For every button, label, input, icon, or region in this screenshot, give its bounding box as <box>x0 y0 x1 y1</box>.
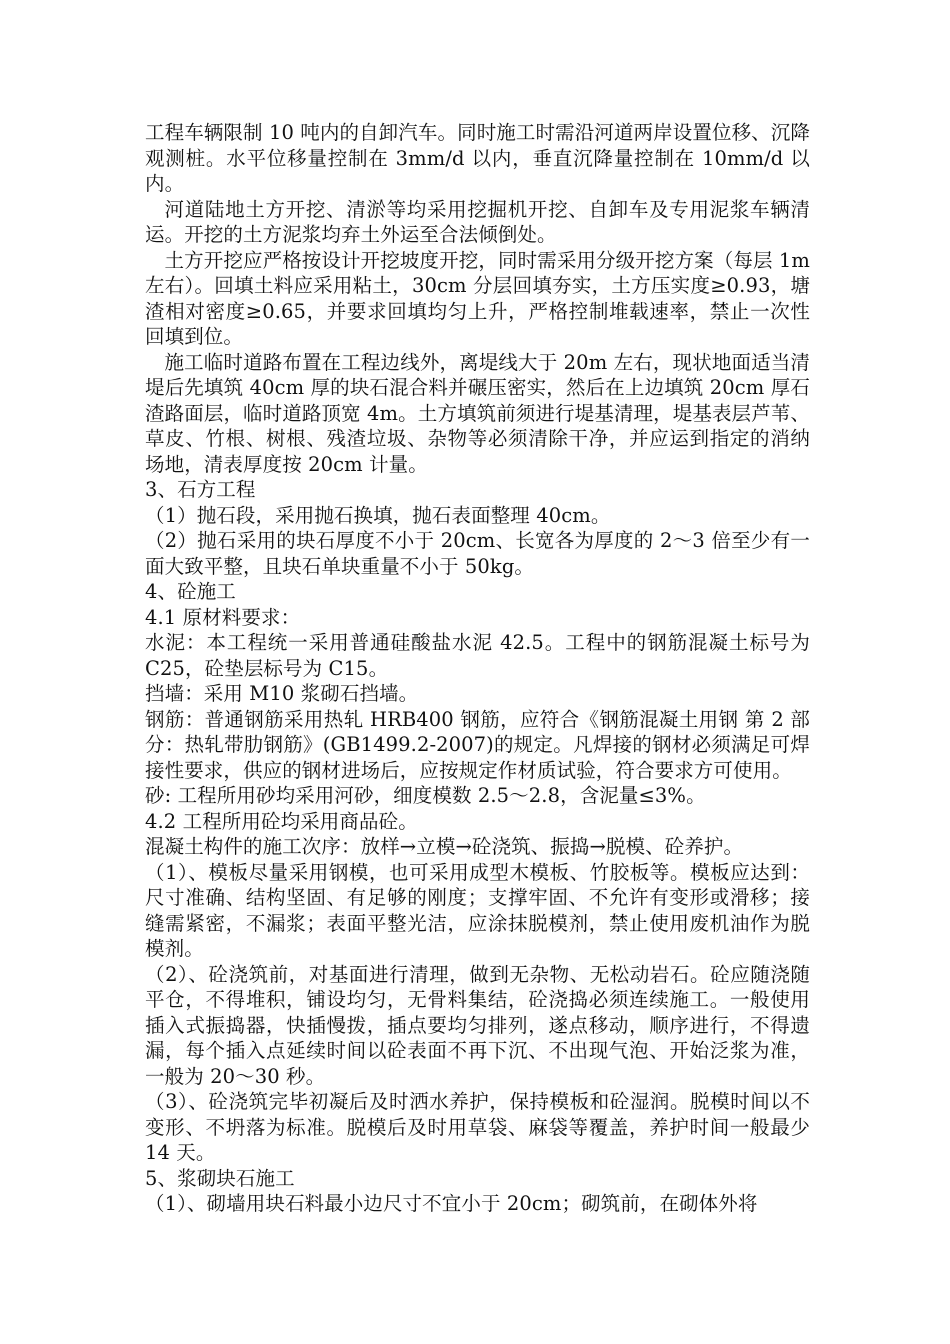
paragraph-riprap-section: （1）抛石段，采用抛石换填，抛石表面整理 40cm。 <box>145 503 611 527</box>
paragraph-masonry-stone: （1）、砌墙用块石料最小边尺寸不宜小于 20cm；砌筑前，在砌体外将 <box>145 1192 758 1215</box>
paragraph-sand: 砂: 工程所用砂均采用河砂，细度模数 2.5～2.8，含泥量≤3%。 <box>145 784 706 807</box>
heading-stone-works: 3、石方工程 <box>145 478 256 501</box>
document-body <box>145 120 810 1217</box>
paragraph-rebar: 钢筋：普通钢筋采用热轧 HRB400 钢筋，应符合《钢筋混凝土用钢 第 2 部分：热轧带肋钢筋》(GB1499.2-2007)的规定。凡焊接的钢材必须满足可焊接性要求，供应的钢材进场后，应按规定作材质试验，符合要求方可使用。 <box>145 707 810 782</box>
paragraph-earth-excavation: 河道陆地土方开挖、清淤等均采用挖掘机开挖、自卸车及专用泥浆车辆清运。开挖的土方泥浆均弃土外运至合法倾倒处。 <box>145 197 810 246</box>
paragraph-construction-sequence: 混凝土构件的施工次序：放样→立模→砼浇筑、振捣→脱模、砼养护。 <box>145 835 744 858</box>
paragraph-retaining-wall: 挡墙：采用 M10 浆砌石挡墙。 <box>145 682 419 705</box>
heading-commercial-concrete: 4.2 工程所用砼均采用商品砼。 <box>145 809 418 833</box>
paragraph-temporary-road: 施工临时道路布置在工程边线外，离堤线大于 20m 左右，现状地面适当清堤后先填筑 40cm 厚的块石混合料并碾压密实，然后在上边填筑 20cm 厚石渣路面层，临时道路顶宽 4m。土方填筑前须进行堤基清理，堤基表层芦苇、草皮、竹根、树根、残渣垃圾、杂物等必须清除干净，并应运到指定的消纳场地，清表厚度按 20cm 计量。 <box>145 350 810 476</box>
heading-raw-materials: 4.1 原材料要求： <box>145 605 301 629</box>
paragraph-cement: 水泥：本工程统一采用普通硅酸盐水泥 42.5。工程中的钢筋混凝土标号为 C25，砼垫层标号为 C15。 <box>145 631 810 680</box>
paragraph-slope-backfill: 土方开挖应严格按设计开挖坡度开挖，同时需采用分级开挖方案（每层 1m 左右）。回填土料应采用粘土，30cm 分层回填夯实，土方压实度≥0.93，塘渣相对密度≥0.65，并要求回填均匀上升，严格控制堆载速率，禁止一次性回填到位。 <box>145 248 810 348</box>
heading-concrete-construction: 4、砼施工 <box>145 580 236 603</box>
paragraph-curing: （3）、砼浇筑完毕初凝后及时洒水养护，保持模板和砼湿润。脱模时间以不变形、不坍落为标准。脱模后及时用草袋、麻袋等覆盖，养护时间一般最少 14 天。 <box>145 1090 810 1164</box>
heading-mortar-masonry: 5、浆砌块石施工 <box>145 1166 295 1190</box>
paragraph-pouring: （2）、砼浇筑前，对基面进行清理，做到无杂物、无松动岩石。砼应随浇随平仓，不得堆积，铺设均匀，无骨料集结，砼浇捣必须连续施工。一般使用插入式振捣器，快插慢拨，插点要均匀排列，遂点移动，顺序进行，不得遗漏，每个插入点延续时间以砼表面不再下沉、不出现气泡、开始泛浆为准，一般为 20～30 秒。 <box>145 962 810 1088</box>
paragraph-vehicle-limit: 工程车辆限制 10 吨内的自卸汽车。同时施工时需沿河道两岸设置位移、沉降观测桩。水平位移量控制在 3mm/d 以内，垂直沉降量控制在 10mm/d 以内。 <box>145 121 810 195</box>
paragraph-riprap-stone: （2）抛石采用的块石厚度不小于 20cm、长宽各为厚度的 2～3 倍至少有一面大致平整，且块石单块重量不小于 50kg。 <box>145 529 810 578</box>
paragraph-formwork: （1）、模板尽量采用钢模，也可采用成型木模板、竹胶板等。模板应达到：尺寸准确、结构坚固、有足够的刚度；支撑牢固、不允许有变形或滑移；接缝需紧密，不漏浆；表面平整光洁，应涂抹脱模剂，禁止使用废机油作为脱模剂。 <box>145 860 810 960</box>
